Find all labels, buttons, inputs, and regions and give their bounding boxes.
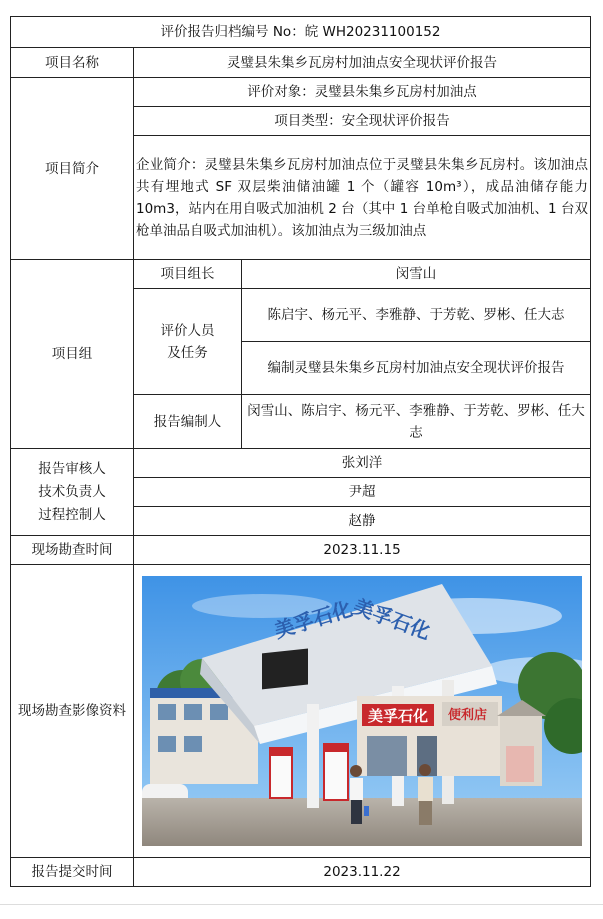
page-bottom-divider [0,904,603,905]
canopy-sign-right: 美孚石化 [350,594,434,645]
evaluator-names: 陈启宇、杨元平、李雅静、于芳乾、罗彬、任大志 [242,289,591,342]
project-name-label: 项目名称 [11,48,134,78]
project-name-value: 灵璧县朱集乡瓦房村加油点安全现状评价报告 [134,48,591,78]
authors-label: 报告编制人 [134,395,242,449]
submit-time-value: 2023.11.22 [134,858,591,887]
survey-photo-cell [134,565,591,858]
company-summary: 企业简介：灵璧县朱集乡瓦房村加油点位于灵璧县朱集乡瓦房村。该加油点共有埋地式 SF 双层柴油储油罐 1 个（罐容 10m³），成品油储存能力 10m3，站内在用自吸式加油机 2 台（其中 1 台单枪自吸式加油机、1 台双枪单油品自吸式加油机）。该加油点为三级加油点 [134,136,591,260]
author-names: 闵雪山、陈启宇、杨元平、李雅静、于芳乾、罗彬、任大志 [242,395,591,449]
submit-time-label: 报告提交时间 [11,858,134,887]
leader-name: 闵雪山 [242,260,591,289]
leader-label: 项目组长 [134,260,242,289]
evaluator-task: 编制灵璧县朱集乡瓦房村加油点安全现状评价报告 [242,342,591,395]
project-type: 项目类型：安全现状评价报告 [134,107,591,136]
canopy-sign-left: 美孚石化 [271,596,355,643]
report-cover-table [10,16,590,892]
reviewer-name: 张刘洋 [134,449,591,478]
gas-station-photo [142,576,582,846]
evaluation-object: 评价对象：灵璧县朱集乡瓦房村加油点 [134,78,591,107]
evaluators-label: 评价人员 及任务 [134,289,242,395]
side-sign: 美孚石化 [368,707,429,725]
intro-label: 项目简介 [11,78,134,260]
survey-time-label: 现场勘查时间 [11,536,134,565]
archive-number: 评价报告归档编号 No：皖 WH20231100152 [11,17,591,48]
tech-lead-name: 尹超 [134,478,591,507]
survey-image-label: 现场勘查影像资料 [11,565,134,858]
team-label: 项目组 [11,260,134,449]
roles-labels: 报告审核人 技术负责人 过程控制人 [11,449,134,536]
process-controller-name: 赵静 [134,507,591,536]
survey-time-value: 2023.11.15 [134,536,591,565]
shop-sign: 便利店 [448,708,488,723]
